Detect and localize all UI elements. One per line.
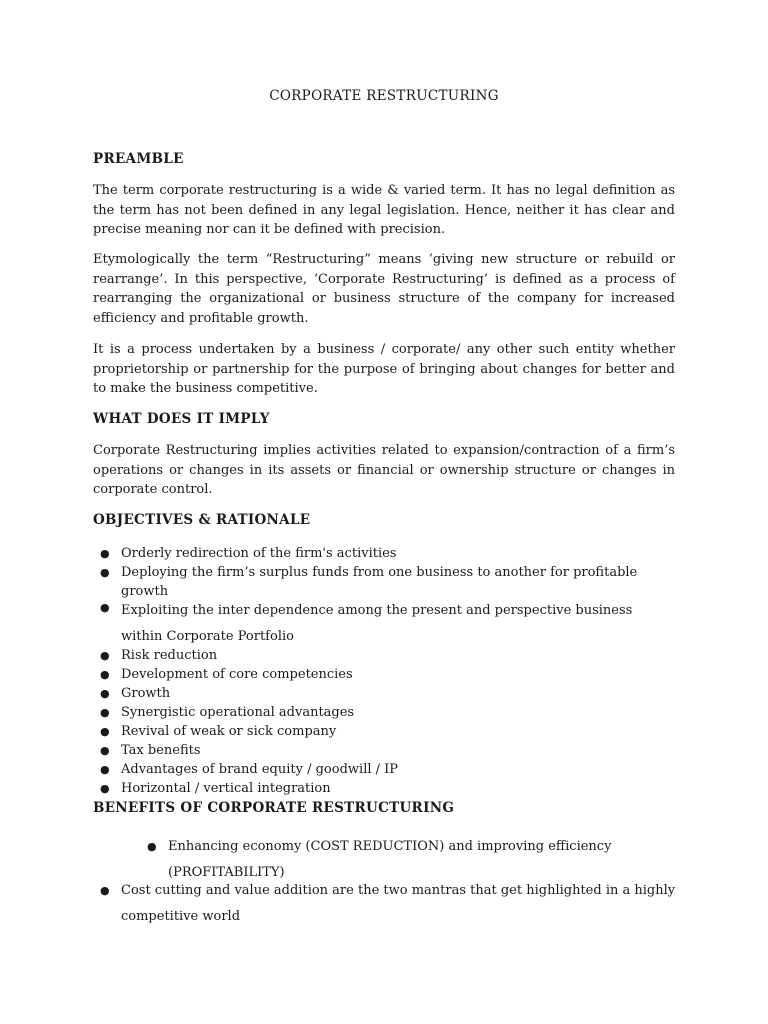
paragraph-preamble-3: It is a process undertaken by a business / corporate/ any other such entity whether proprietorship or partnership for the purpose of bringing about changes for better and to make the business competitive. — [93, 342, 675, 397]
bullet-icon: ● — [100, 566, 110, 579]
list-item: ● Orderly redirection of the firm's activities — [100, 546, 397, 561]
bullet-icon: ● — [100, 782, 110, 795]
list-item: ● Revival of weak or sick company — [100, 724, 337, 739]
paragraph-implies-1: Corporate Restructuring implies activities related to expansion/contraction of a firm’s operations or changes in its assets or financial or ownership structure or changes in corporate control. — [93, 443, 675, 498]
heading-objectives-rationale: OBJECTIVES & RATIONALE — [93, 512, 311, 528]
bullet-icon: ● — [100, 725, 110, 738]
list-item: ● Horizontal / vertical integration — [100, 781, 331, 796]
heading-benefits: BENEFITS OF CORPORATE RESTRUCTURING — [93, 800, 455, 816]
list-item: ● Development of core competencies — [100, 667, 353, 682]
bullet-icon: ● — [100, 649, 110, 662]
bullet-icon: ● — [100, 668, 110, 681]
list-item: ● Exploiting the inter dependence among the present and perspective business within Corporate Portfolio — [93, 598, 675, 650]
bullet-icon: ● — [100, 884, 110, 897]
bullet-icon: ● — [100, 706, 110, 719]
paragraph-preamble-2: Etymologically the term “Restructuring” means ‘giving new structure or rebuild or rearrange’. In this perspective, ‘Corporate Restructuring’ is defined as a process of rearranging the organizational or business structure of the company for increased efficiency and profitable growth. — [93, 252, 675, 326]
document-title: CORPORATE RESTRUCTURING — [269, 88, 499, 104]
paragraph-preamble-1: The term corporate restructuring is a wide & varied term. It has no legal definition as the term has not been defined in any legal legislation. Hence, neither it has clear and precise meaning nor can it be defined with precision. — [93, 183, 675, 238]
objectives-list — [93, 544, 675, 798]
list-item: ● Advantages of brand equity / goodwill / IP — [100, 762, 399, 777]
bullet-icon: ● — [100, 763, 110, 776]
list-item: ● Tax benefits — [100, 743, 201, 758]
heading-preamble: PREAMBLE — [93, 151, 184, 167]
list-item: ● Cost cutting and value addition are the two mantras that get highlighted in a highly competitive world — [93, 878, 681, 930]
list-item: ● Synergistic operational advantages — [100, 705, 355, 720]
heading-what-does-it-imply: WHAT DOES IT IMPLY — [93, 411, 270, 427]
list-item: ● Growth — [100, 686, 171, 701]
bullet-icon: ● — [100, 601, 110, 614]
bullet-icon: ● — [100, 547, 110, 560]
list-item: ● Risk reduction — [100, 648, 218, 663]
bullet-icon: ● — [100, 687, 110, 700]
bullet-icon: ● — [100, 744, 110, 757]
list-item: ● Enhancing economy (COST REDUCTION) and improving efficiency (PROFITABILITY) — [140, 834, 688, 886]
bullet-icon: ● — [147, 840, 157, 853]
list-item: ● Deploying the firm’s surplus funds from one business to another for profitable growth — [100, 565, 638, 599]
